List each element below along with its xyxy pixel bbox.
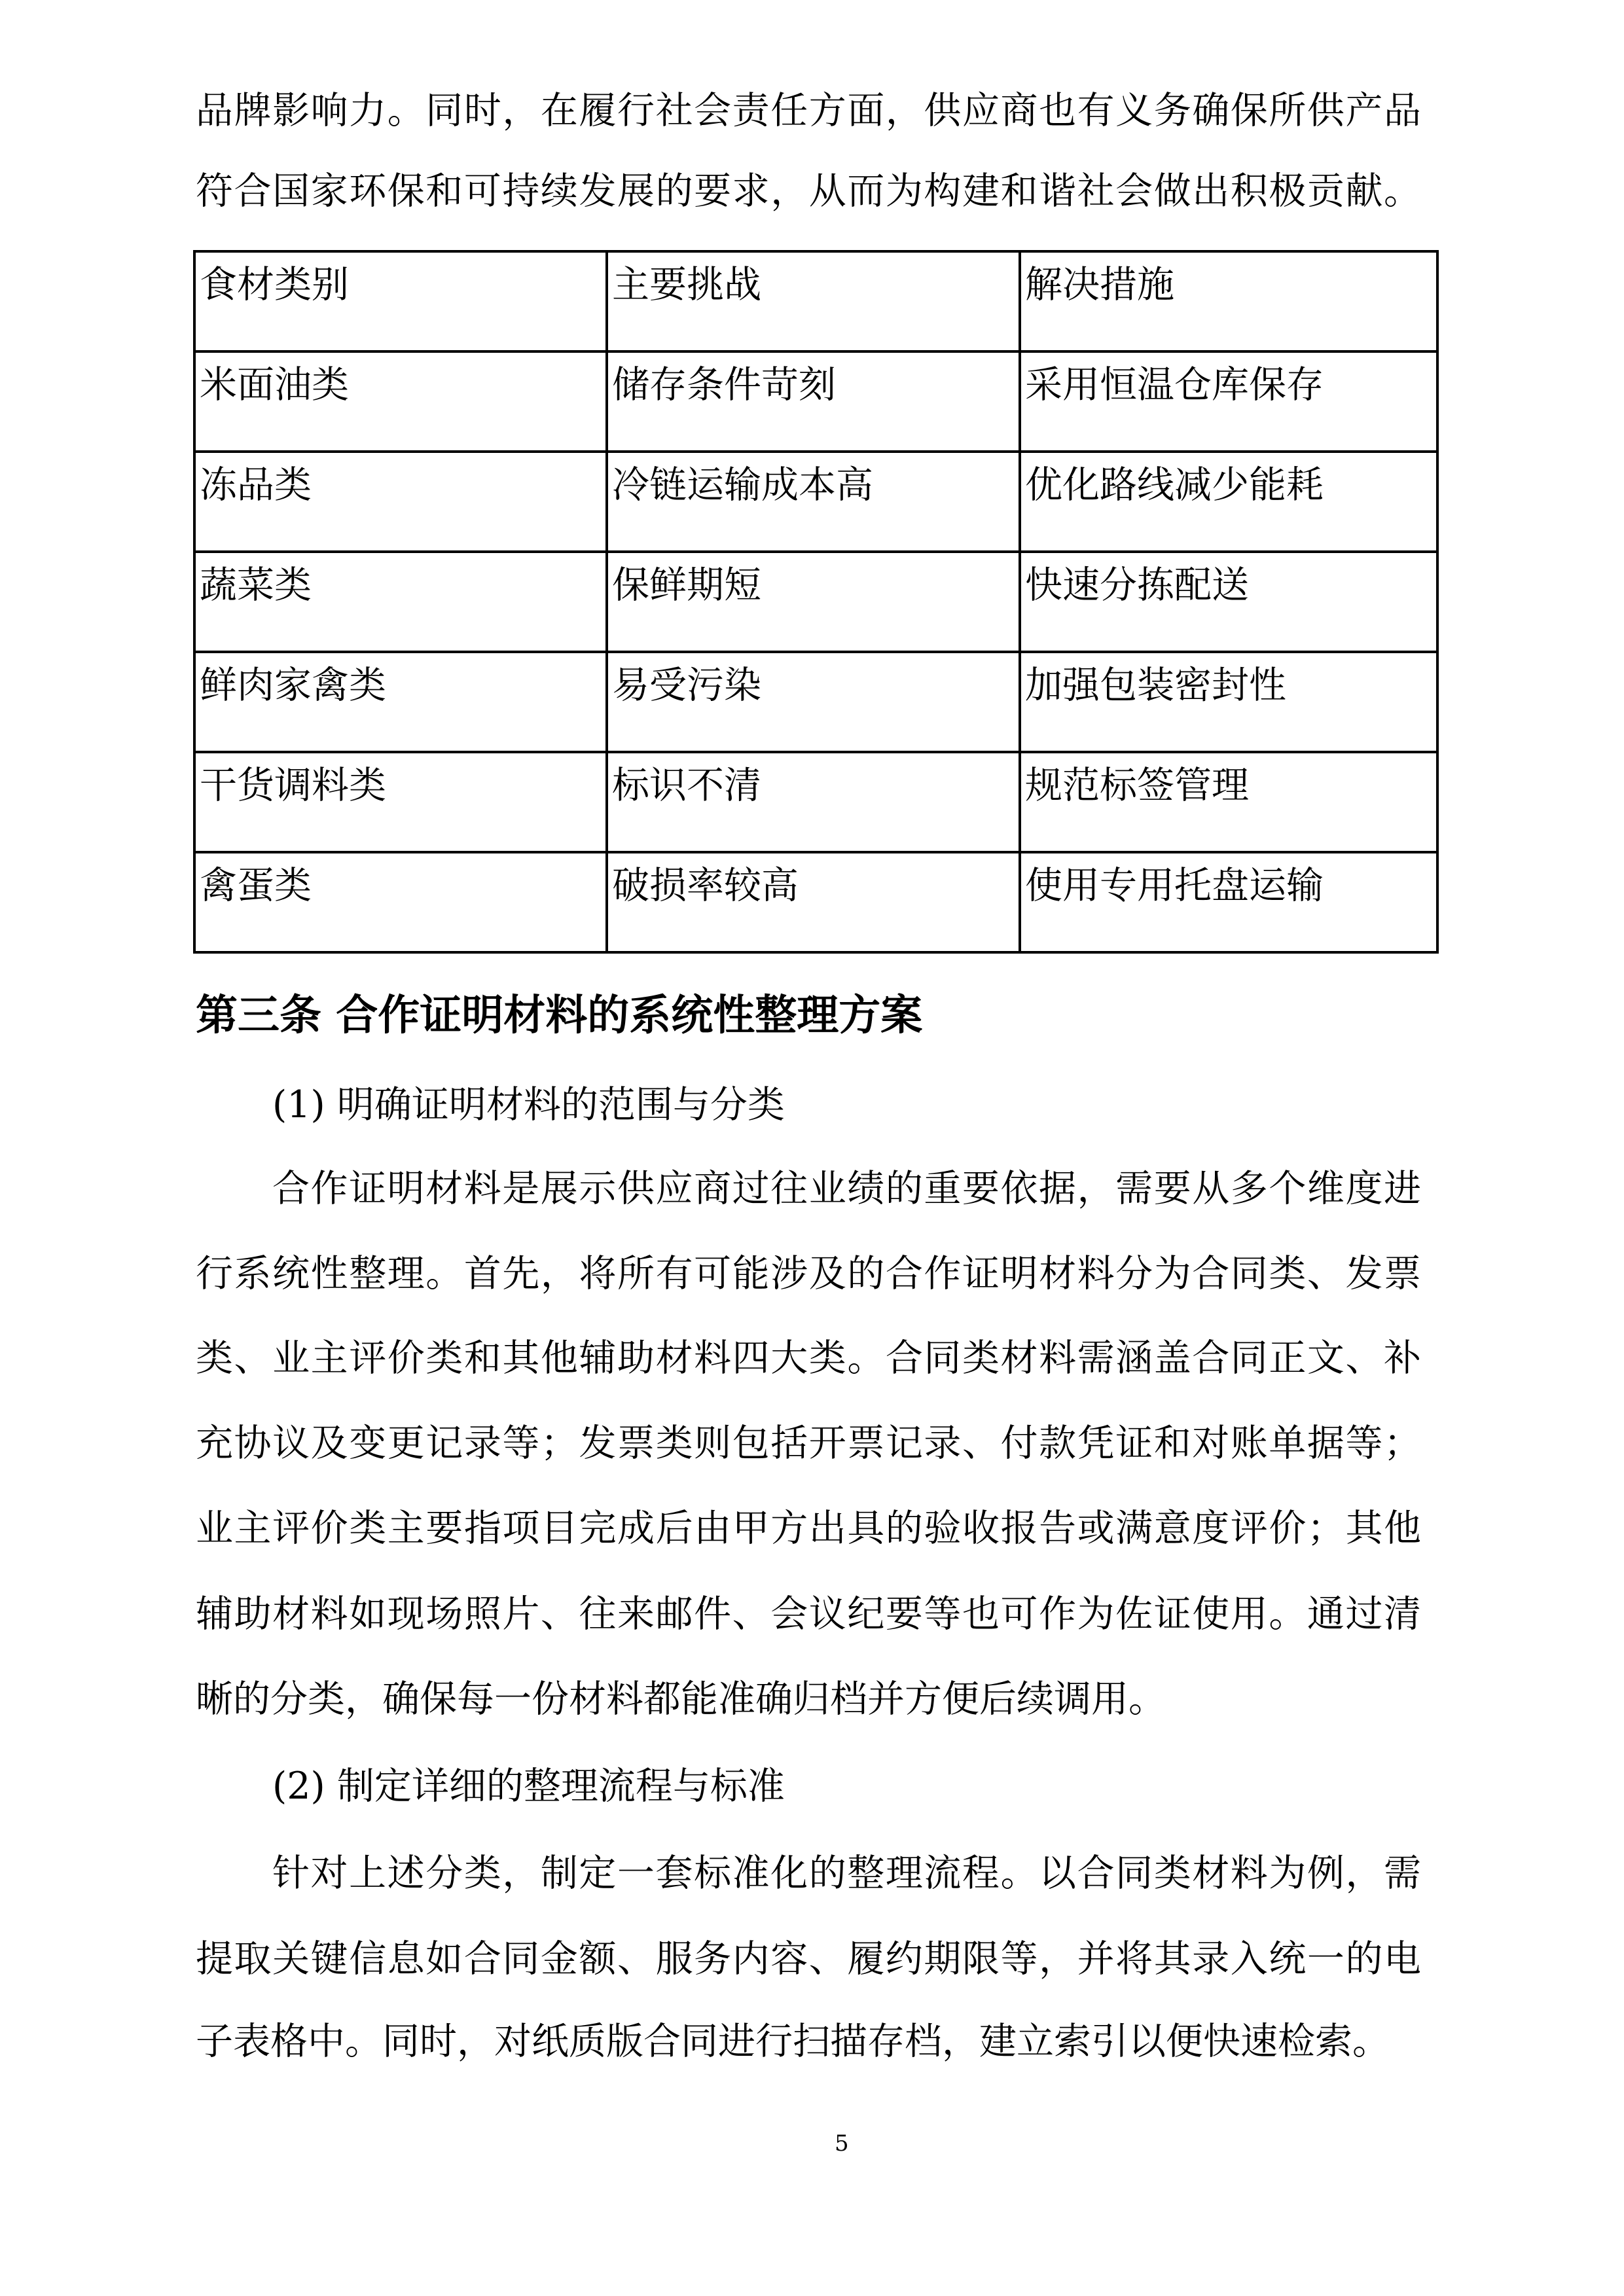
intro-line: 品牌影响力。同时，在履行社会责任方面，供应商也有义务确保所供产品 (196, 89, 1421, 132)
header-cell: 解决措施 (1020, 251, 1437, 351)
food-challenges-table (193, 250, 1439, 954)
table-cell: 优化路线减少能耗 (1020, 452, 1437, 552)
table-cell: 标识不清 (607, 752, 1020, 852)
table-cell: 规范标签管理 (1020, 752, 1437, 852)
table-row (194, 351, 1437, 452)
table-row (194, 452, 1437, 552)
section-heading: 第三条 合作证明材料的系统性整理方案 (196, 991, 923, 1040)
table-cell: 干货调料类 (194, 752, 607, 852)
table-cell: 破损率较高 (607, 852, 1020, 952)
header-cell: 食材类别 (194, 251, 607, 351)
header-cell: 主要挑战 (607, 251, 1020, 351)
paragraph-line: 充协议及变更记录等；发票类则包括开票记录、付款凭证和对账单据等； (196, 1422, 1421, 1465)
paragraph-line: 针对上述分类，制定一套标准化的整理流程。以合同类材料为例，需 (272, 1852, 1421, 1895)
table-row (194, 652, 1437, 752)
table-cell: 冻品类 (194, 452, 607, 552)
paragraph-line: 类、业主评价类和其他辅助材料四大类。合同类材料需涵盖合同正文、补 (196, 1336, 1421, 1380)
paragraph-line: 辅助材料如现场照片、往来邮件、会议纪要等也可作为佐证使用。通过清 (196, 1592, 1421, 1636)
paragraph-line: 提取关键信息如合同金额、服务内容、履约期限等，并将其录入统一的电 (196, 1937, 1421, 1981)
intro-line: 符合国家环保和可持续发展的要求，从而为构建和谐社会做出积极贡献。 (196, 170, 1421, 213)
table-cell: 易受污染 (607, 652, 1020, 752)
table-header-row (194, 251, 1437, 351)
paragraph-line: 行系统性整理。首先，将所有可能涉及的合作证明材料分为合同类、发票 (196, 1252, 1421, 1295)
table-cell: 使用专用托盘运输 (1020, 852, 1437, 952)
subheading-2: (2) 制定详细的整理流程与标准 (272, 1765, 785, 1808)
table-row (194, 552, 1437, 652)
page-number: 5 (835, 2130, 849, 2157)
paragraph-line: 子表格中。同时，对纸质版合同进行扫描存档，建立索引以便快速检索。 (196, 2020, 1390, 2063)
table-cell: 鲜肉家禽类 (194, 652, 607, 752)
table-cell: 蔬菜类 (194, 552, 607, 652)
table-cell: 冷链运输成本高 (607, 452, 1020, 552)
table-cell: 禽蛋类 (194, 852, 607, 952)
paragraph-line: 晰的分类，确保每一份材料都能准确归档并方便后续调用。 (196, 1677, 1166, 1721)
table-row (194, 752, 1437, 852)
table-cell: 加强包装密封性 (1020, 652, 1437, 752)
table-row (194, 852, 1437, 952)
paragraph-line: 业主评价类主要指项目完成后由甲方出具的验收报告或满意度评价；其他 (196, 1507, 1421, 1550)
paragraph-line: 合作证明材料是展示供应商过往业绩的重要依据，需要从多个维度进 (272, 1167, 1421, 1210)
subheading-1: (1) 明确证明材料的范围与分类 (272, 1083, 785, 1126)
table-cell: 采用恒温仓库保存 (1020, 351, 1437, 452)
table-cell: 快速分拣配送 (1020, 552, 1437, 652)
table-cell: 米面油类 (194, 351, 607, 452)
table-cell: 储存条件苛刻 (607, 351, 1020, 452)
table-cell: 保鲜期短 (607, 552, 1020, 652)
